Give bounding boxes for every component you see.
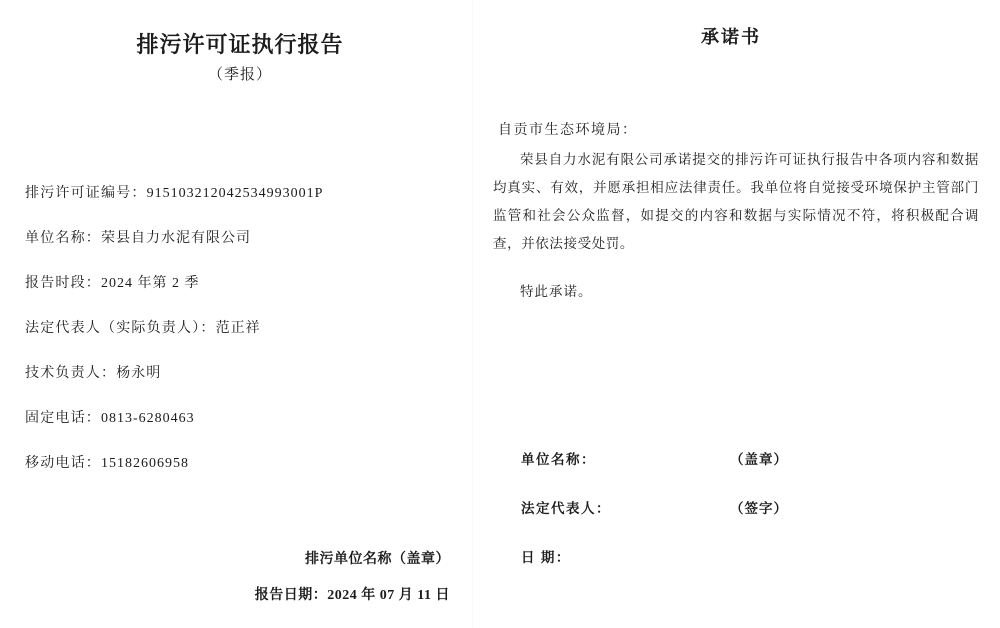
field-report-period-label: 报告时段： bbox=[25, 276, 101, 291]
signature-legal-representative-suffix: （签字） bbox=[730, 501, 788, 516]
signature-legal-representative-label: 法定代表人： bbox=[521, 501, 611, 516]
field-permit-number-value: 915103212042534993001P bbox=[146, 186, 324, 201]
field-permit-number-label: 排污许可证编号： bbox=[25, 186, 147, 201]
commitment-title: 承诺书 bbox=[701, 27, 761, 47]
field-technical-director bbox=[25, 366, 455, 382]
field-technical-director-value: 杨永明 bbox=[116, 366, 162, 381]
commitment-closing: 特此承诺。 bbox=[520, 284, 593, 299]
field-mobile-phone bbox=[25, 456, 455, 472]
field-legal-representative-label: 法定代表人（实际负责人）： bbox=[25, 321, 216, 336]
field-landline-phone bbox=[25, 411, 455, 427]
unit-seal-line: 排污单位名称（盖章） bbox=[305, 552, 450, 567]
commitment-addressee: 自贡市生态环境局： bbox=[498, 123, 638, 138]
signature-row-unit-name bbox=[521, 448, 961, 468]
field-unit-name-value: 荣县自力水泥有限公司 bbox=[101, 231, 251, 246]
commitment-paragraph: 荣县自力水泥有限公司承诺提交的排污许可证执行报告中各项内容和数据均真实、有效，并愿承担相应法律责任。我单位将自觉接受环境保护主管部门监管和社会公众监督，如提交的内容和数据与实际情况不符，将积极配合调查，并依法接受处罚。 bbox=[493, 152, 979, 251]
field-report-period-value: 2024 年第 2 季 bbox=[101, 276, 200, 291]
report-fields bbox=[25, 186, 455, 501]
field-unit-name-label: 单位名称： bbox=[25, 231, 101, 246]
field-report-period bbox=[25, 276, 455, 292]
report-subtitle: （季报） bbox=[207, 67, 272, 83]
signature-date-label: 日 期： bbox=[521, 550, 571, 565]
field-mobile-phone-value: 15182606958 bbox=[101, 456, 189, 471]
field-landline-phone-label: 固定电话： bbox=[25, 411, 101, 426]
field-legal-representative bbox=[25, 321, 455, 337]
field-landline-phone-value: 0813-6280463 bbox=[101, 411, 195, 426]
field-legal-representative-value: 范正祥 bbox=[215, 321, 261, 336]
field-technical-director-label: 技术负责人： bbox=[25, 366, 117, 381]
report-title: 排污许可证执行报告 bbox=[136, 32, 344, 57]
commitment-page bbox=[472, 0, 989, 628]
signature-row-legal-representative bbox=[521, 497, 961, 517]
field-unit-name bbox=[25, 231, 455, 247]
signature-unit-name-label: 单位名称： bbox=[521, 452, 596, 467]
report-date-line: 报告日期：2024 年 07 月 11 日 bbox=[254, 588, 450, 603]
field-mobile-phone-label: 移动电话： bbox=[25, 456, 101, 471]
signature-row-date bbox=[521, 546, 961, 566]
field-permit-number bbox=[25, 186, 455, 202]
report-cover-page bbox=[22, 0, 458, 628]
signature-unit-name-suffix: （盖章） bbox=[730, 452, 788, 467]
